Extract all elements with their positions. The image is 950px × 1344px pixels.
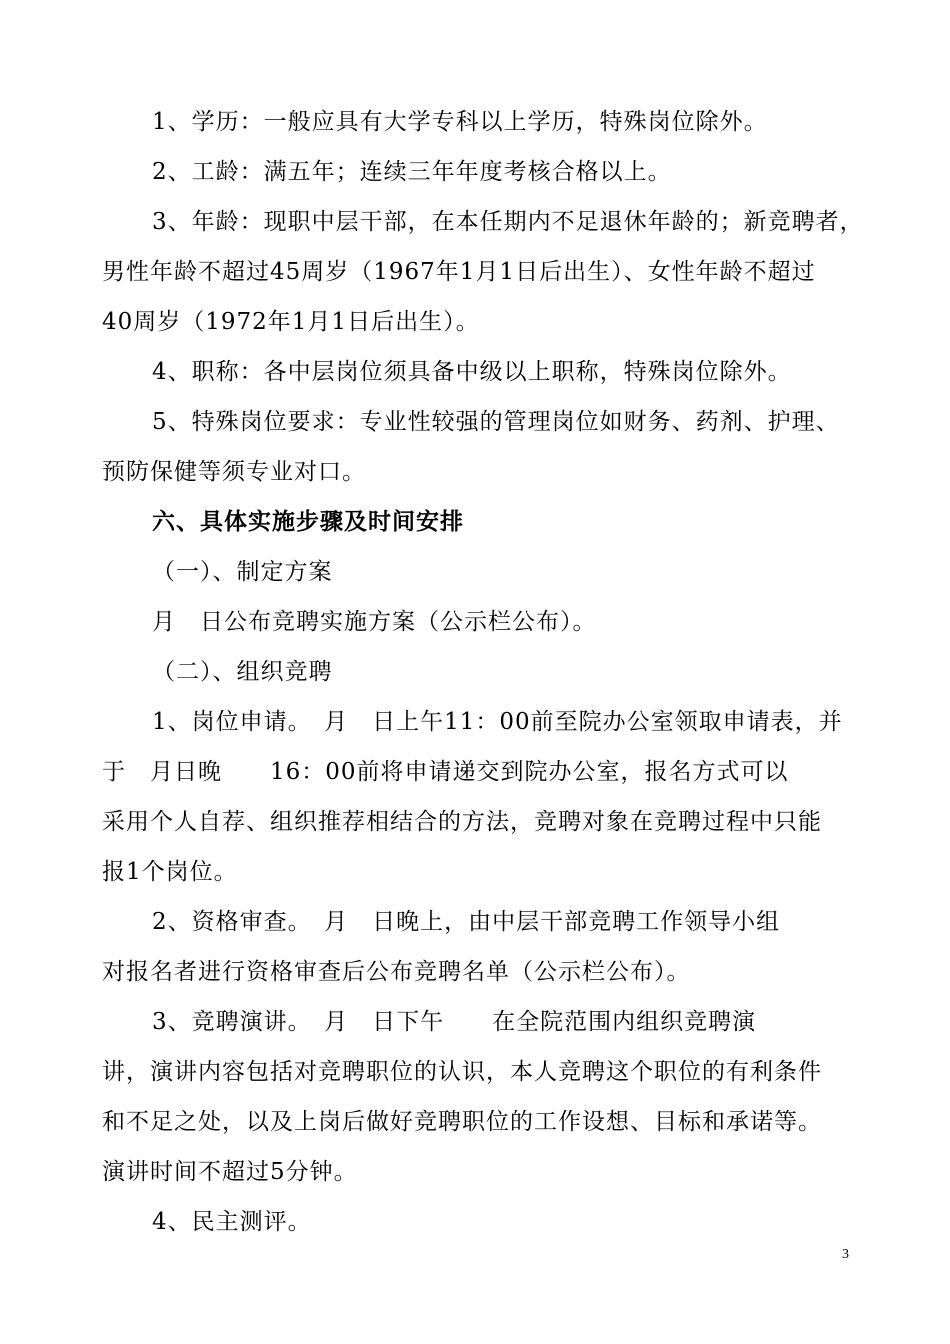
- subsection-heading: （一）、制定方案: [152, 559, 333, 585]
- text-line: 采用个人自荐、组织推荐相结合的方法，竞聘对象在竞聘过程中只能: [102, 809, 822, 835]
- text-line: 1、学历：一般应具有大学专科以上学历，特殊岗位除外。: [152, 109, 768, 135]
- text-line: 2、资格审查。 月 日晚上，由中层干部竞聘工作领导小组: [152, 909, 781, 935]
- text-line: 5、特殊岗位要求：专业性较强的管理岗位如财务、药剂、护理、: [152, 409, 840, 435]
- text-line: 于 月日晚 16：00前将申请递交到院办公室，报名方式可以: [102, 759, 789, 785]
- section-heading: 六、具体实施步骤及时间安排: [152, 508, 464, 535]
- text-line: 讲，演讲内容包括对竞聘职位的认识，本人竞聘这个职位的有利条件: [102, 1059, 822, 1085]
- text-line: 1、岗位申请。 月 日上午11：00前至院办公室领取申请表，并: [152, 709, 843, 735]
- text-line: 报1个岗位。: [102, 859, 238, 885]
- page-number: 3: [842, 1247, 849, 1262]
- text-line: 3、年龄：现职中层干部，在本任期内不足退休年龄的；新竞聘者，: [152, 209, 864, 235]
- text-line: 月 日公布竞聘实施方案（公示栏公布）。: [152, 609, 597, 635]
- text-line: 4、民主测评。: [152, 1209, 312, 1235]
- text-line: 40周岁（1972年1月1日后出生）。: [102, 309, 480, 335]
- subsection-heading: （二）、组织竞聘: [152, 659, 333, 685]
- text-line: 3、竞聘演讲。 月 日下午 在全院范围内组织竞聘演: [152, 1009, 757, 1035]
- text-line: 对报名者进行资格审查后公布竞聘名单（公示栏公布）。: [102, 959, 691, 985]
- text-line: 4、职称：各中层岗位须具备中级以上职称，特殊岗位除外。: [152, 359, 792, 385]
- text-line: 演讲时间不超过5分钟。: [102, 1159, 358, 1185]
- text-line: 男性年龄不超过45周岁（1967年1月1日后出生）、女性年龄不超过: [102, 259, 816, 285]
- text-line: 和不足之处，以及上岗后做好竞聘职位的工作设想、目标和承诺等。: [102, 1109, 822, 1135]
- text-line: 预防保健等须专业对口。: [102, 459, 366, 485]
- text-line: 2、工龄：满五年；连续三年年度考核合格以上。: [152, 159, 672, 185]
